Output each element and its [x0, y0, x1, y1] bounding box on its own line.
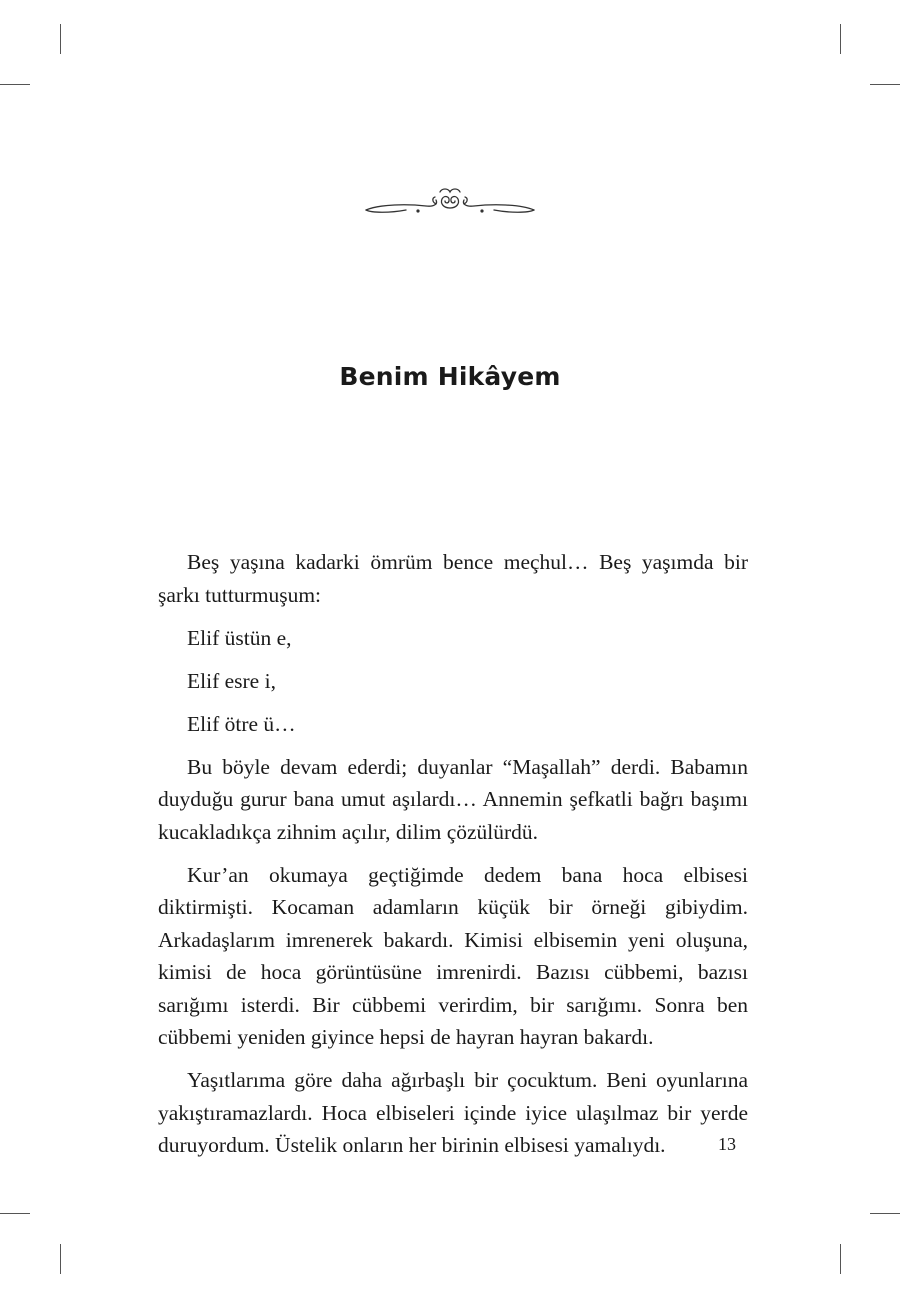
page-number: 13: [718, 1134, 736, 1154]
crop-mark: [870, 1213, 900, 1214]
crop-mark: [840, 24, 841, 54]
body-text: [158, 546, 748, 1172]
paragraph: Yaşıtlarıma göre daha ağırbaşlı bir çocuktum. Beni oyunlarına yakıştıramazlardı. Hoca elbiseleri içinde iyice ulaşılmaz bir yerde duruyordum. Üstelik onların her birinin elbisesi yamalıydı.: [158, 1068, 748, 1157]
crop-mark: [870, 84, 900, 85]
scroll-flourish-icon: [360, 180, 540, 220]
crop-mark: [60, 1244, 61, 1274]
paragraph: Beş yaşına kadarki ömrüm bence meçhul… Beş yaşımda bir şarkı tutturmuşum:: [158, 550, 748, 607]
crop-mark: [0, 84, 30, 85]
verse-line: Elif esre i,: [187, 668, 276, 693]
paragraph: Bu böyle devam ederdi; duyanlar “Maşallah” derdi. Babamın duyduğu gurur bana umut aşılardı… Annemin şefkatli bağrı başımı kucakladıkça zihnim açılır, dilim çözülürdü.: [158, 754, 748, 844]
verse-line: Elif ötre ü…: [187, 711, 296, 736]
crop-mark: [0, 1213, 30, 1214]
chapter-title: Benim Hikâyem: [339, 362, 561, 391]
paragraph: Kur’an okumaya geçtiğimde dedem bana hoca elbisesi diktirmişti. Kocaman adamların küçük bir örneği gibiydim. Arkadaşlarım imrenerek bakardı. Kimisi elbisemin yeni oluşuna, kimisi de hoca görüntüsüne imrenirdi. Bazısı cübbemi, bazısı sarığımı isterdi. Bir cübbemi verirdim, bir sarığımı. Sonra ben cübbemi yeniden giyince hepsi de hayran hayran bakardı.: [158, 862, 748, 1049]
crop-mark: [60, 24, 61, 54]
verse-line: Elif üstün e,: [187, 625, 292, 650]
crop-mark: [840, 1244, 841, 1274]
